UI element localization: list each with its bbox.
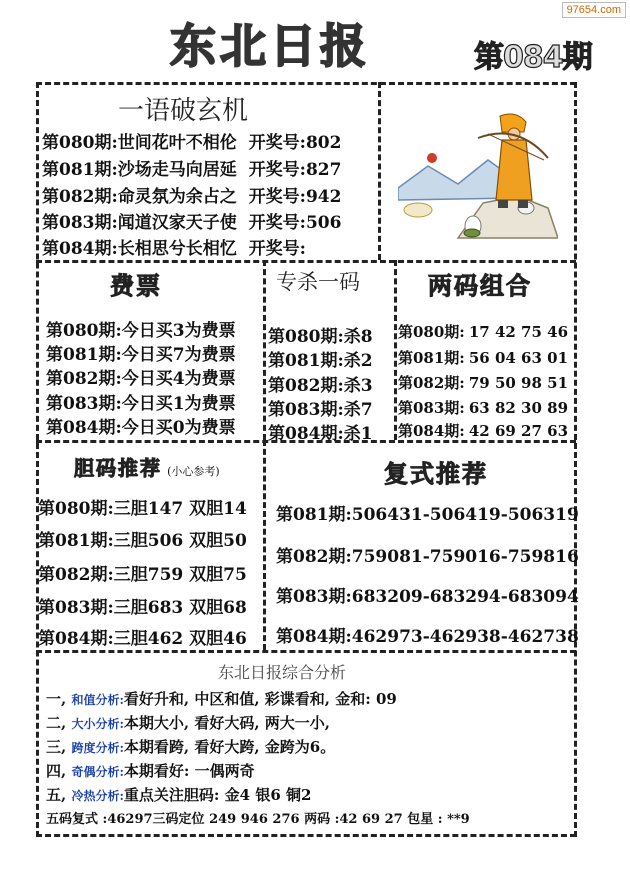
riddle-text: 长相思兮长相忆: [117, 239, 237, 259]
row-index: 三,: [46, 738, 67, 756]
archer-illustration: [398, 108, 558, 248]
row-index: 一,: [46, 690, 67, 708]
analysis-row: [46, 760, 255, 781]
fushi-heading: 复式推荐: [384, 460, 488, 488]
frame-right: [574, 82, 577, 837]
riddle-row: [42, 128, 341, 153]
divider-feipiao: [263, 260, 266, 440]
draw-number: 942: [305, 187, 342, 207]
draw-label: 开奖号:: [248, 160, 306, 180]
draw-label: 开奖号:: [248, 239, 306, 259]
newspaper-title: 东北日报: [170, 19, 370, 73]
analysis-text: 看好升和, 中区和值, 彩谍看和, 金和: 09: [123, 690, 397, 708]
period-label: 第083期:: [42, 213, 118, 233]
zhuansha-row: 第082期:杀3: [268, 376, 373, 396]
period-label: 第084期:: [42, 239, 118, 259]
analysis-label: 大小分析:: [71, 717, 124, 731]
pair-numbers: 42 69 27 63: [468, 422, 569, 440]
period-label: 第084期:: [398, 422, 465, 440]
draw-label: 开奖号:: [248, 133, 306, 153]
riddle-text: 命灵氛为余占之: [117, 187, 237, 207]
feipiao-heading: 费票: [110, 272, 162, 300]
analysis-text: 本期看好: 一偶两奇: [123, 762, 255, 780]
analysis-row: [46, 712, 330, 733]
zhuansha-row: 第080期:杀8: [268, 327, 373, 347]
riddle-text: 世间花叶不相伦: [117, 133, 237, 153]
riddle-row: [42, 155, 341, 180]
analysis-label: 跨度分析:: [71, 741, 124, 755]
liangma-row: [398, 397, 568, 418]
feipiao-row: 第083期:今日买1为费票: [46, 394, 236, 414]
zhuansha-row: 第081期:杀2: [268, 351, 373, 371]
divider-row3: [36, 650, 576, 653]
analysis-heading: 东北日报综合分析: [218, 663, 347, 682]
liangma-row: [398, 321, 568, 342]
analysis-text: 重点关注胆码: 金4 银6 铜2: [123, 786, 312, 804]
feipiao-row: 第080期:今日买3为费票: [46, 321, 236, 341]
fushi-row: 第084期:462973-462938-462738: [276, 627, 579, 647]
zhuansha-row: 第084期:杀1: [268, 424, 373, 444]
feipiao-row: 第084期:今日买0为费票: [46, 418, 236, 438]
riddle-row: [42, 234, 306, 259]
analysis-row: [46, 688, 397, 709]
divider-riddle: [378, 82, 381, 260]
danma-heading: 胆码推荐: [74, 456, 162, 480]
riddle-row: [42, 208, 341, 233]
draw-number: 506: [305, 213, 342, 233]
analysis-footer: 五码复式 :46297三码定位 249 946 276 两码 :42 69 27 包星 : **9: [46, 812, 470, 827]
analysis-row: [46, 736, 335, 757]
liangma-row: [398, 347, 568, 368]
divider-danma: [263, 440, 266, 650]
pair-numbers: 56 04 63 01: [468, 349, 569, 367]
site-watermark: 97654.com: [562, 2, 626, 18]
analysis-text: 本期大小, 看好大码, 两大一小,: [123, 714, 331, 732]
issue-number: 第084期: [474, 40, 592, 75]
pair-numbers: 79 50 98 51: [468, 374, 569, 392]
analysis-label: 和值分析:: [71, 693, 124, 707]
pair-numbers: 17 42 75 46: [468, 323, 569, 341]
frame-left: [36, 82, 39, 837]
row-index: 二,: [46, 714, 67, 732]
riddle-text: 闻道汉家天子使: [117, 213, 237, 233]
danma-row: 第080期:三胆147 双胆14: [38, 499, 247, 519]
frame-bottom: [36, 834, 576, 837]
draw-number: 802: [305, 133, 342, 153]
period-label: 第081期:: [398, 349, 465, 367]
divider-row1: [36, 260, 576, 263]
danma-row: 第081期:三胆506 双胆50: [38, 531, 247, 551]
period-label: 第080期:: [398, 323, 465, 341]
row-index: 五,: [46, 786, 67, 804]
feipiao-row: 第082期:今日买4为费票: [46, 369, 236, 389]
period-label: 第081期:: [42, 160, 118, 180]
riddle-text: 沙场走马向居延: [117, 160, 237, 180]
fushi-row: 第083期:683209-683294-683094: [276, 587, 579, 607]
analysis-text: 本期看跨, 看好大跨, 金跨为6。: [123, 738, 336, 756]
zhuansha-heading: 专杀一码: [276, 270, 360, 294]
divider-zhuansha: [394, 260, 397, 440]
pair-numbers: 63 82 30 89: [468, 399, 569, 417]
danma-note: (小心参考): [167, 465, 220, 478]
riddle-row: [42, 182, 341, 207]
danma-row: 第082期:三胆759 双胆75: [38, 565, 247, 585]
fushi-row: 第082期:759081-759016-759816: [276, 547, 579, 567]
danma-heading-wrap: [74, 452, 220, 481]
liangma-row: [398, 372, 568, 393]
analysis-label: 冷热分析:: [71, 789, 124, 803]
row-index: 四,: [46, 762, 67, 780]
danma-row: 第083期:三胆683 双胆68: [38, 598, 247, 618]
zhuansha-row: 第083期:杀7: [268, 400, 373, 420]
riddle-heading: 一语破玄机: [118, 96, 249, 126]
period-label: 第080期:: [42, 133, 118, 153]
fushi-row: 第081期:506431-506419-506319: [276, 505, 579, 525]
period-label: 第082期:: [398, 374, 465, 392]
danma-row: 第084期:三胆462 双胆46: [38, 629, 247, 649]
feipiao-row: 第081期:今日买7为费票: [46, 345, 236, 365]
frame-top: [36, 82, 576, 85]
draw-label: 开奖号:: [248, 187, 306, 207]
period-label: 第082期:: [42, 187, 118, 207]
draw-label: 开奖号:: [248, 213, 306, 233]
liangma-heading: 两码组合: [428, 272, 532, 300]
analysis-row: [46, 784, 311, 805]
draw-number: 827: [305, 160, 342, 180]
liangma-row: [398, 420, 568, 441]
analysis-label: 奇偶分析:: [71, 765, 124, 779]
period-label: 第083期:: [398, 399, 465, 417]
